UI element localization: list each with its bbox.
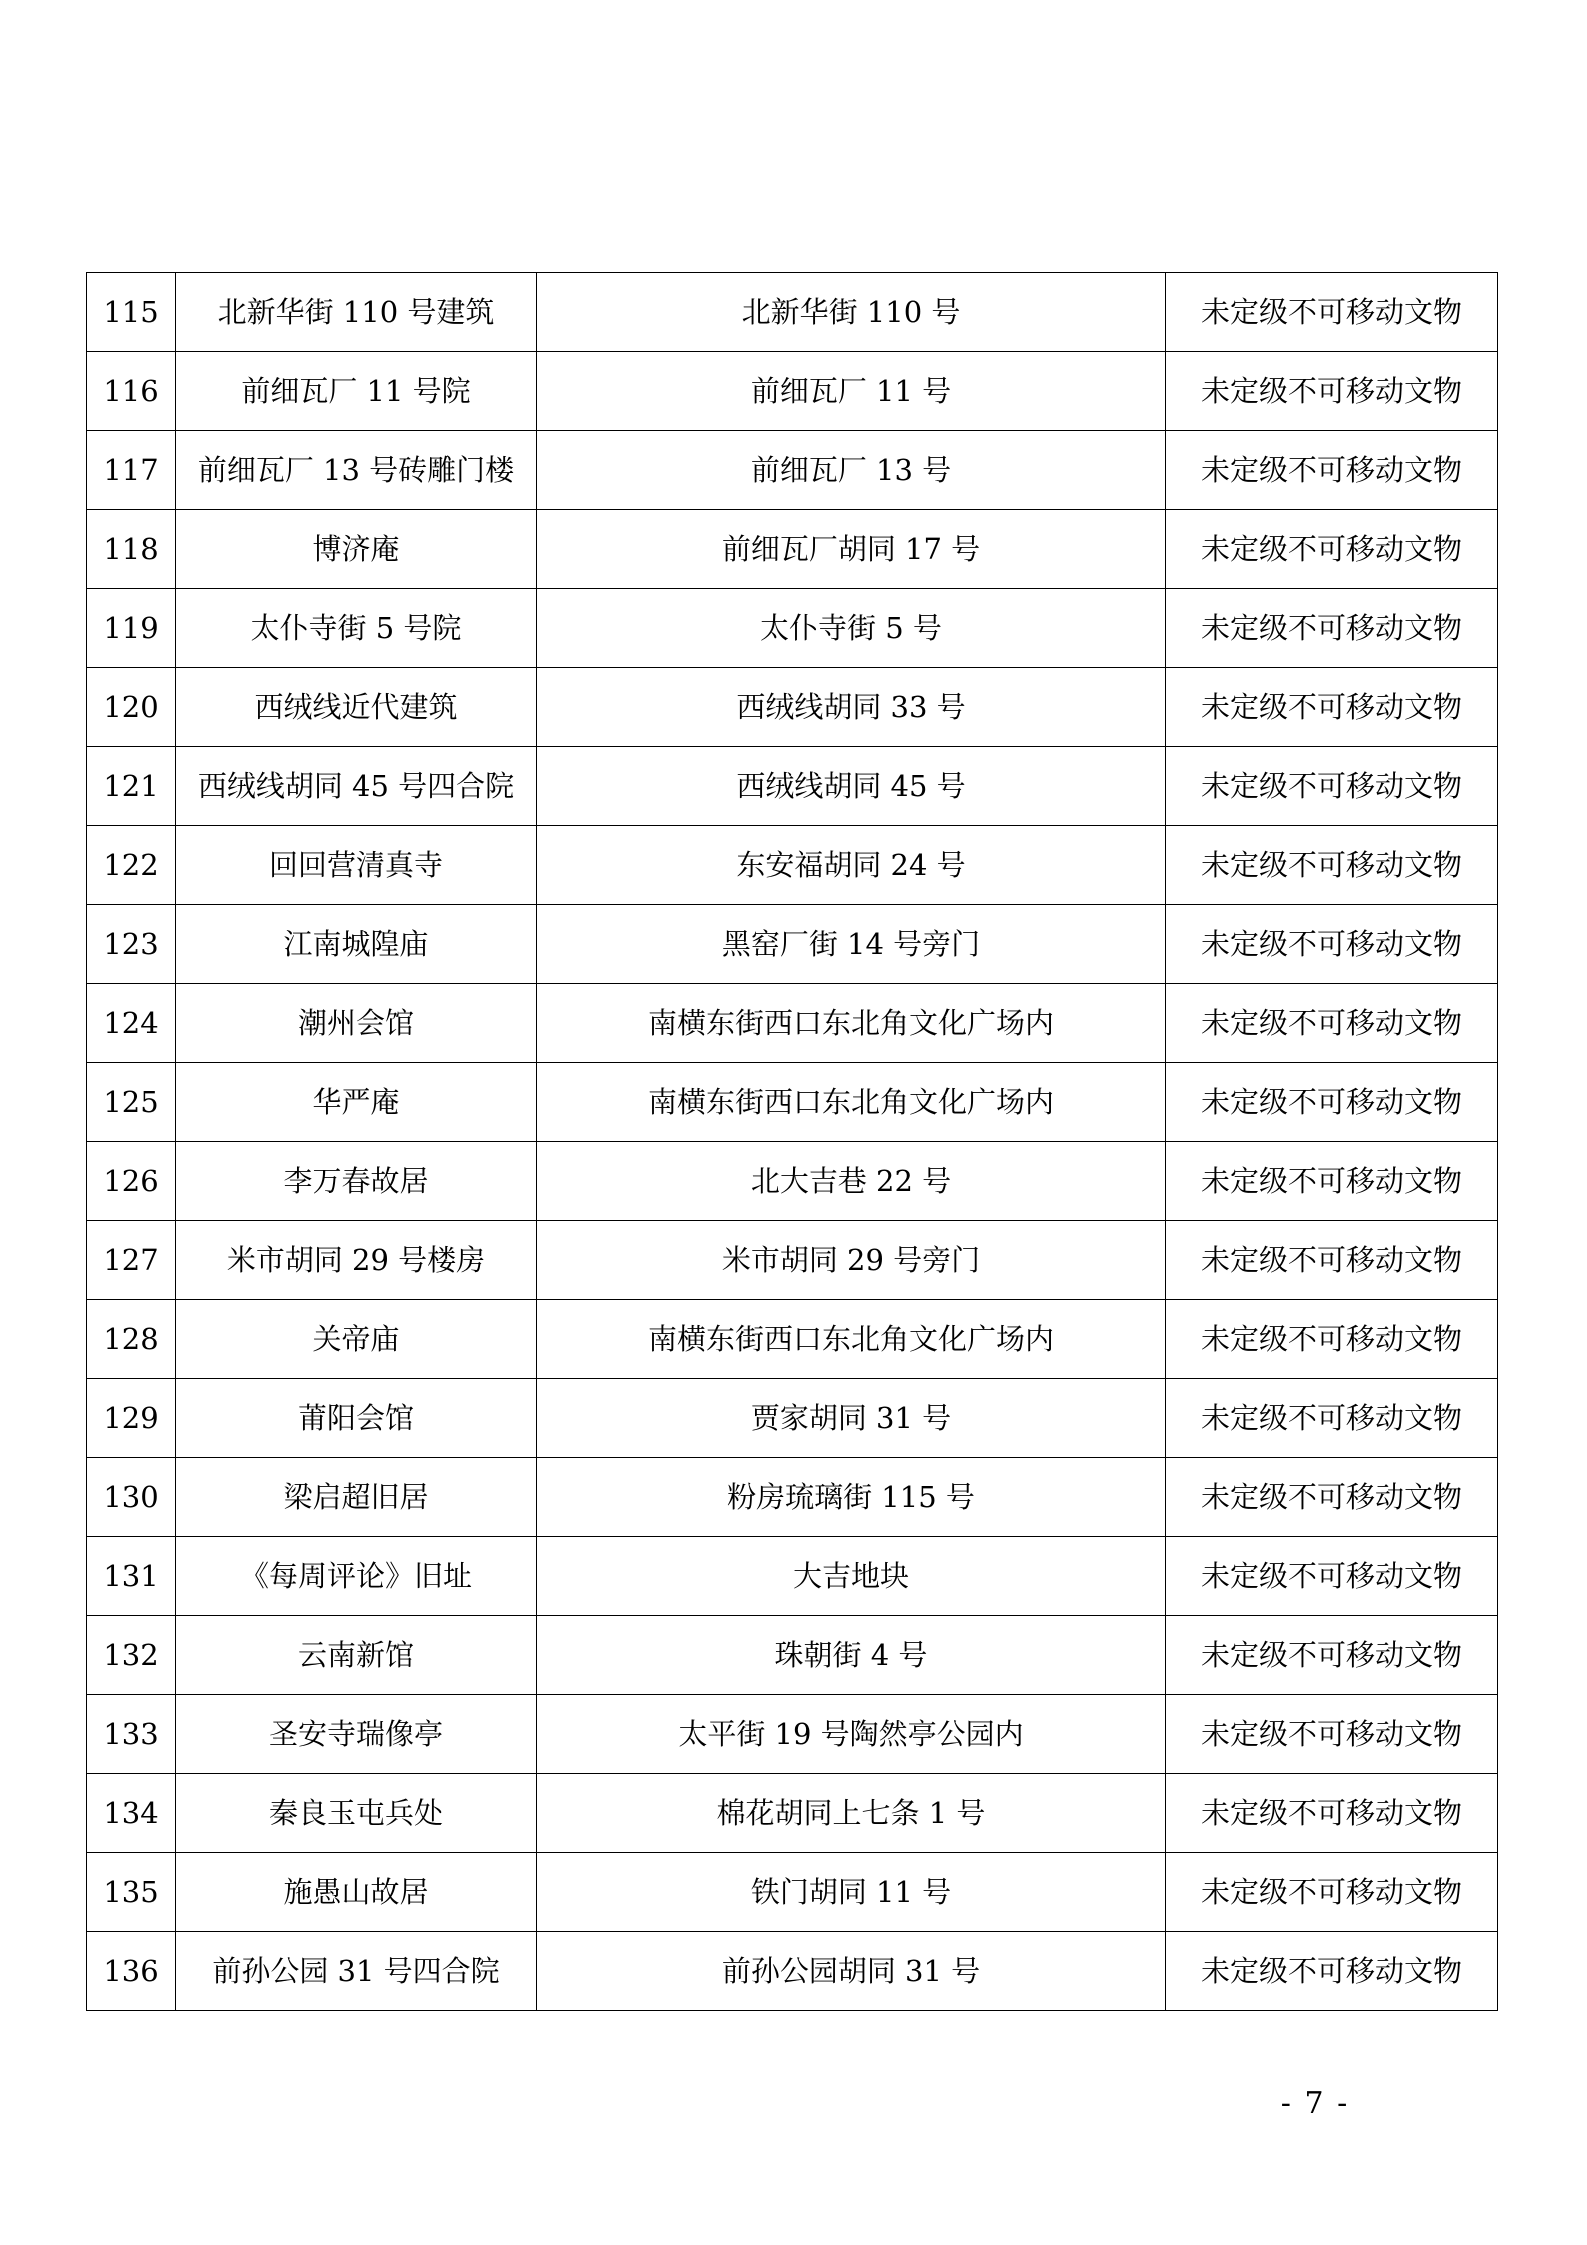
cell-name: 施愚山故居 [176, 1853, 537, 1932]
cell-name: 前孙公园 31 号四合院 [176, 1932, 537, 2011]
table-row [87, 1142, 1498, 1221]
table-row [87, 1379, 1498, 1458]
cell-category: 未定级不可移动文物 [1166, 352, 1498, 431]
table-row [87, 1932, 1498, 2011]
cell-address: 大吉地块 [537, 1537, 1166, 1616]
cell-category: 未定级不可移动文物 [1166, 905, 1498, 984]
cell-category: 未定级不可移动文物 [1166, 1695, 1498, 1774]
cell-name: 博济庵 [176, 510, 537, 589]
cell-number: 116 [87, 352, 176, 431]
cell-category: 未定级不可移动文物 [1166, 1063, 1498, 1142]
cell-category: 未定级不可移动文物 [1166, 984, 1498, 1063]
cell-name: 潮州会馆 [176, 984, 537, 1063]
cell-address: 北新华街 110 号 [537, 273, 1166, 352]
table-row [87, 747, 1498, 826]
cell-name: 圣安寺瑞像亭 [176, 1695, 537, 1774]
cell-number: 126 [87, 1142, 176, 1221]
cell-category: 未定级不可移动文物 [1166, 273, 1498, 352]
cell-category: 未定级不可移动文物 [1166, 747, 1498, 826]
cell-number: 117 [87, 431, 176, 510]
table-row [87, 1458, 1498, 1537]
table-row [87, 905, 1498, 984]
cell-number: 136 [87, 1932, 176, 2011]
table-row [87, 984, 1498, 1063]
cell-address: 黑窑厂街 14 号旁门 [537, 905, 1166, 984]
table-row [87, 1063, 1498, 1142]
cell-number: 132 [87, 1616, 176, 1695]
cell-category: 未定级不可移动文物 [1166, 1932, 1498, 2011]
table-row [87, 431, 1498, 510]
cell-address: 前细瓦厂 11 号 [537, 352, 1166, 431]
table-row [87, 1616, 1498, 1695]
cell-name: 关帝庙 [176, 1300, 537, 1379]
cell-name: 米市胡同 29 号楼房 [176, 1221, 537, 1300]
cell-category: 未定级不可移动文物 [1166, 1774, 1498, 1853]
table-row [87, 1300, 1498, 1379]
table-row [87, 1853, 1498, 1932]
cell-address: 前细瓦厂 13 号 [537, 431, 1166, 510]
cell-category: 未定级不可移动文物 [1166, 668, 1498, 747]
cell-name: 秦良玉屯兵处 [176, 1774, 537, 1853]
cell-name: 华严庵 [176, 1063, 537, 1142]
cell-name: 前细瓦厂 13 号砖雕门楼 [176, 431, 537, 510]
cell-number: 135 [87, 1853, 176, 1932]
cell-name: 云南新馆 [176, 1616, 537, 1695]
cell-name: 西绒线近代建筑 [176, 668, 537, 747]
page-number: - 7 - [1280, 2086, 1350, 2121]
table-row [87, 352, 1498, 431]
cell-number: 123 [87, 905, 176, 984]
cell-address: 南横东街西口东北角文化广场内 [537, 1063, 1166, 1142]
cell-number: 128 [87, 1300, 176, 1379]
cell-number: 115 [87, 273, 176, 352]
cell-name: 前细瓦厂 11 号院 [176, 352, 537, 431]
table-row [87, 1774, 1498, 1853]
cell-category: 未定级不可移动文物 [1166, 1379, 1498, 1458]
cell-category: 未定级不可移动文物 [1166, 431, 1498, 510]
cell-address: 西绒线胡同 45 号 [537, 747, 1166, 826]
table-row [87, 589, 1498, 668]
table-row [87, 1537, 1498, 1616]
table-row [87, 1695, 1498, 1774]
cell-name: 太仆寺街 5 号院 [176, 589, 537, 668]
cell-number: 129 [87, 1379, 176, 1458]
table-row [87, 510, 1498, 589]
cell-name: 西绒线胡同 45 号四合院 [176, 747, 537, 826]
cell-category: 未定级不可移动文物 [1166, 510, 1498, 589]
cell-category: 未定级不可移动文物 [1166, 1142, 1498, 1221]
cell-address: 米市胡同 29 号旁门 [537, 1221, 1166, 1300]
cell-name: 北新华街 110 号建筑 [176, 273, 537, 352]
cell-category: 未定级不可移动文物 [1166, 589, 1498, 668]
cell-address: 贾家胡同 31 号 [537, 1379, 1166, 1458]
cell-address: 南横东街西口东北角文化广场内 [537, 984, 1166, 1063]
table-row [87, 1221, 1498, 1300]
cell-number: 133 [87, 1695, 176, 1774]
cell-address: 粉房琉璃街 115 号 [537, 1458, 1166, 1537]
cell-name: 江南城隍庙 [176, 905, 537, 984]
cell-number: 122 [87, 826, 176, 905]
cell-number: 125 [87, 1063, 176, 1142]
cell-address: 珠朝街 4 号 [537, 1616, 1166, 1695]
cell-address: 太平街 19 号陶然亭公园内 [537, 1695, 1166, 1774]
cell-name: 莆阳会馆 [176, 1379, 537, 1458]
cell-name: 梁启超旧居 [176, 1458, 537, 1537]
cell-number: 127 [87, 1221, 176, 1300]
table-body [87, 273, 1498, 2011]
cell-number: 130 [87, 1458, 176, 1537]
cell-number: 121 [87, 747, 176, 826]
table-row [87, 826, 1498, 905]
cell-address: 西绒线胡同 33 号 [537, 668, 1166, 747]
table-row [87, 273, 1498, 352]
cell-address: 前孙公园胡同 31 号 [537, 1932, 1166, 2011]
cell-number: 120 [87, 668, 176, 747]
cell-name: 《每周评论》旧址 [176, 1537, 537, 1616]
cell-address: 铁门胡同 11 号 [537, 1853, 1166, 1932]
cell-category: 未定级不可移动文物 [1166, 1537, 1498, 1616]
cell-name: 李万春故居 [176, 1142, 537, 1221]
cell-category: 未定级不可移动文物 [1166, 1458, 1498, 1537]
cell-address: 棉花胡同上七条 1 号 [537, 1774, 1166, 1853]
cell-category: 未定级不可移动文物 [1166, 1853, 1498, 1932]
cell-number: 131 [87, 1537, 176, 1616]
cell-address: 北大吉巷 22 号 [537, 1142, 1166, 1221]
cell-number: 124 [87, 984, 176, 1063]
cell-category: 未定级不可移动文物 [1166, 1300, 1498, 1379]
cell-number: 118 [87, 510, 176, 589]
cell-name: 回回营清真寺 [176, 826, 537, 905]
cell-address: 东安福胡同 24 号 [537, 826, 1166, 905]
cell-address: 太仆寺街 5 号 [537, 589, 1166, 668]
cell-category: 未定级不可移动文物 [1166, 826, 1498, 905]
cell-address: 南横东街西口东北角文化广场内 [537, 1300, 1166, 1379]
table-row [87, 668, 1498, 747]
cell-number: 119 [87, 589, 176, 668]
cell-address: 前细瓦厂胡同 17 号 [537, 510, 1166, 589]
heritage-table [86, 272, 1498, 2011]
cell-category: 未定级不可移动文物 [1166, 1616, 1498, 1695]
cell-number: 134 [87, 1774, 176, 1853]
cell-category: 未定级不可移动文物 [1166, 1221, 1498, 1300]
